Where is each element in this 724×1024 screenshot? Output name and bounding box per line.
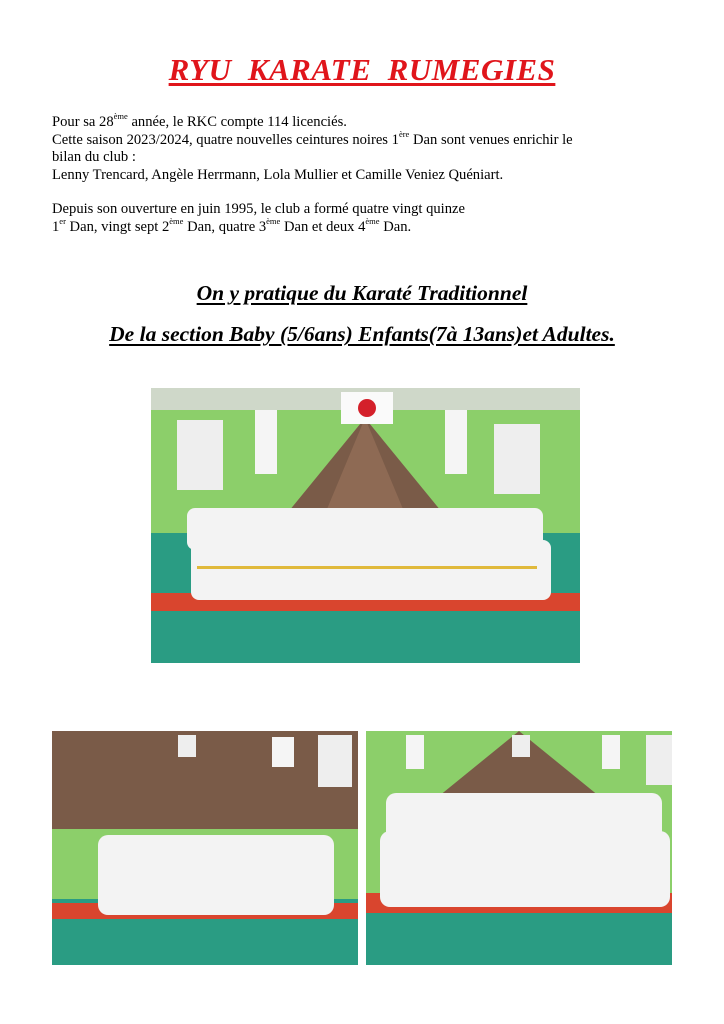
intro-line-6: 1er Dan, vingt sept 2ème Dan, quatre 3ème Dan et deux 4ème Dan. bbox=[52, 216, 412, 235]
page-title: RYU KARATE RUMEGIES bbox=[168, 52, 556, 87]
intro-line-2: Cette saison 2023/2024, quatre nouvelles ceintures noires 1ère Dan sont venues enrichir le bbox=[52, 128, 573, 148]
group-photo-main bbox=[151, 388, 580, 663]
intro-line-3: bilan du club : bbox=[52, 149, 136, 166]
intro-line-5: Depuis son ouverture en juin 1995, le club a formé quatre vingt quinze bbox=[52, 201, 465, 218]
group-photo-baby-section bbox=[52, 731, 358, 965]
intro-text bbox=[52, 111, 682, 237]
group-photo-children-section bbox=[366, 731, 672, 965]
intro-line-1: Pour sa 28ème année, le RKC compte 114 licenciés. bbox=[52, 111, 347, 130]
subtitle-sections: De la section Baby (5/6ans) Enfants(7à 13ans)et Adultes. bbox=[109, 322, 615, 346]
intro-line-4: Lenny Trencard, Angèle Herrmann, Lola Mullier et Camille Veniez Quéniart. bbox=[52, 166, 504, 183]
subtitle-traditional-karate: On y pratique du Karaté Traditionnel bbox=[196, 281, 528, 305]
